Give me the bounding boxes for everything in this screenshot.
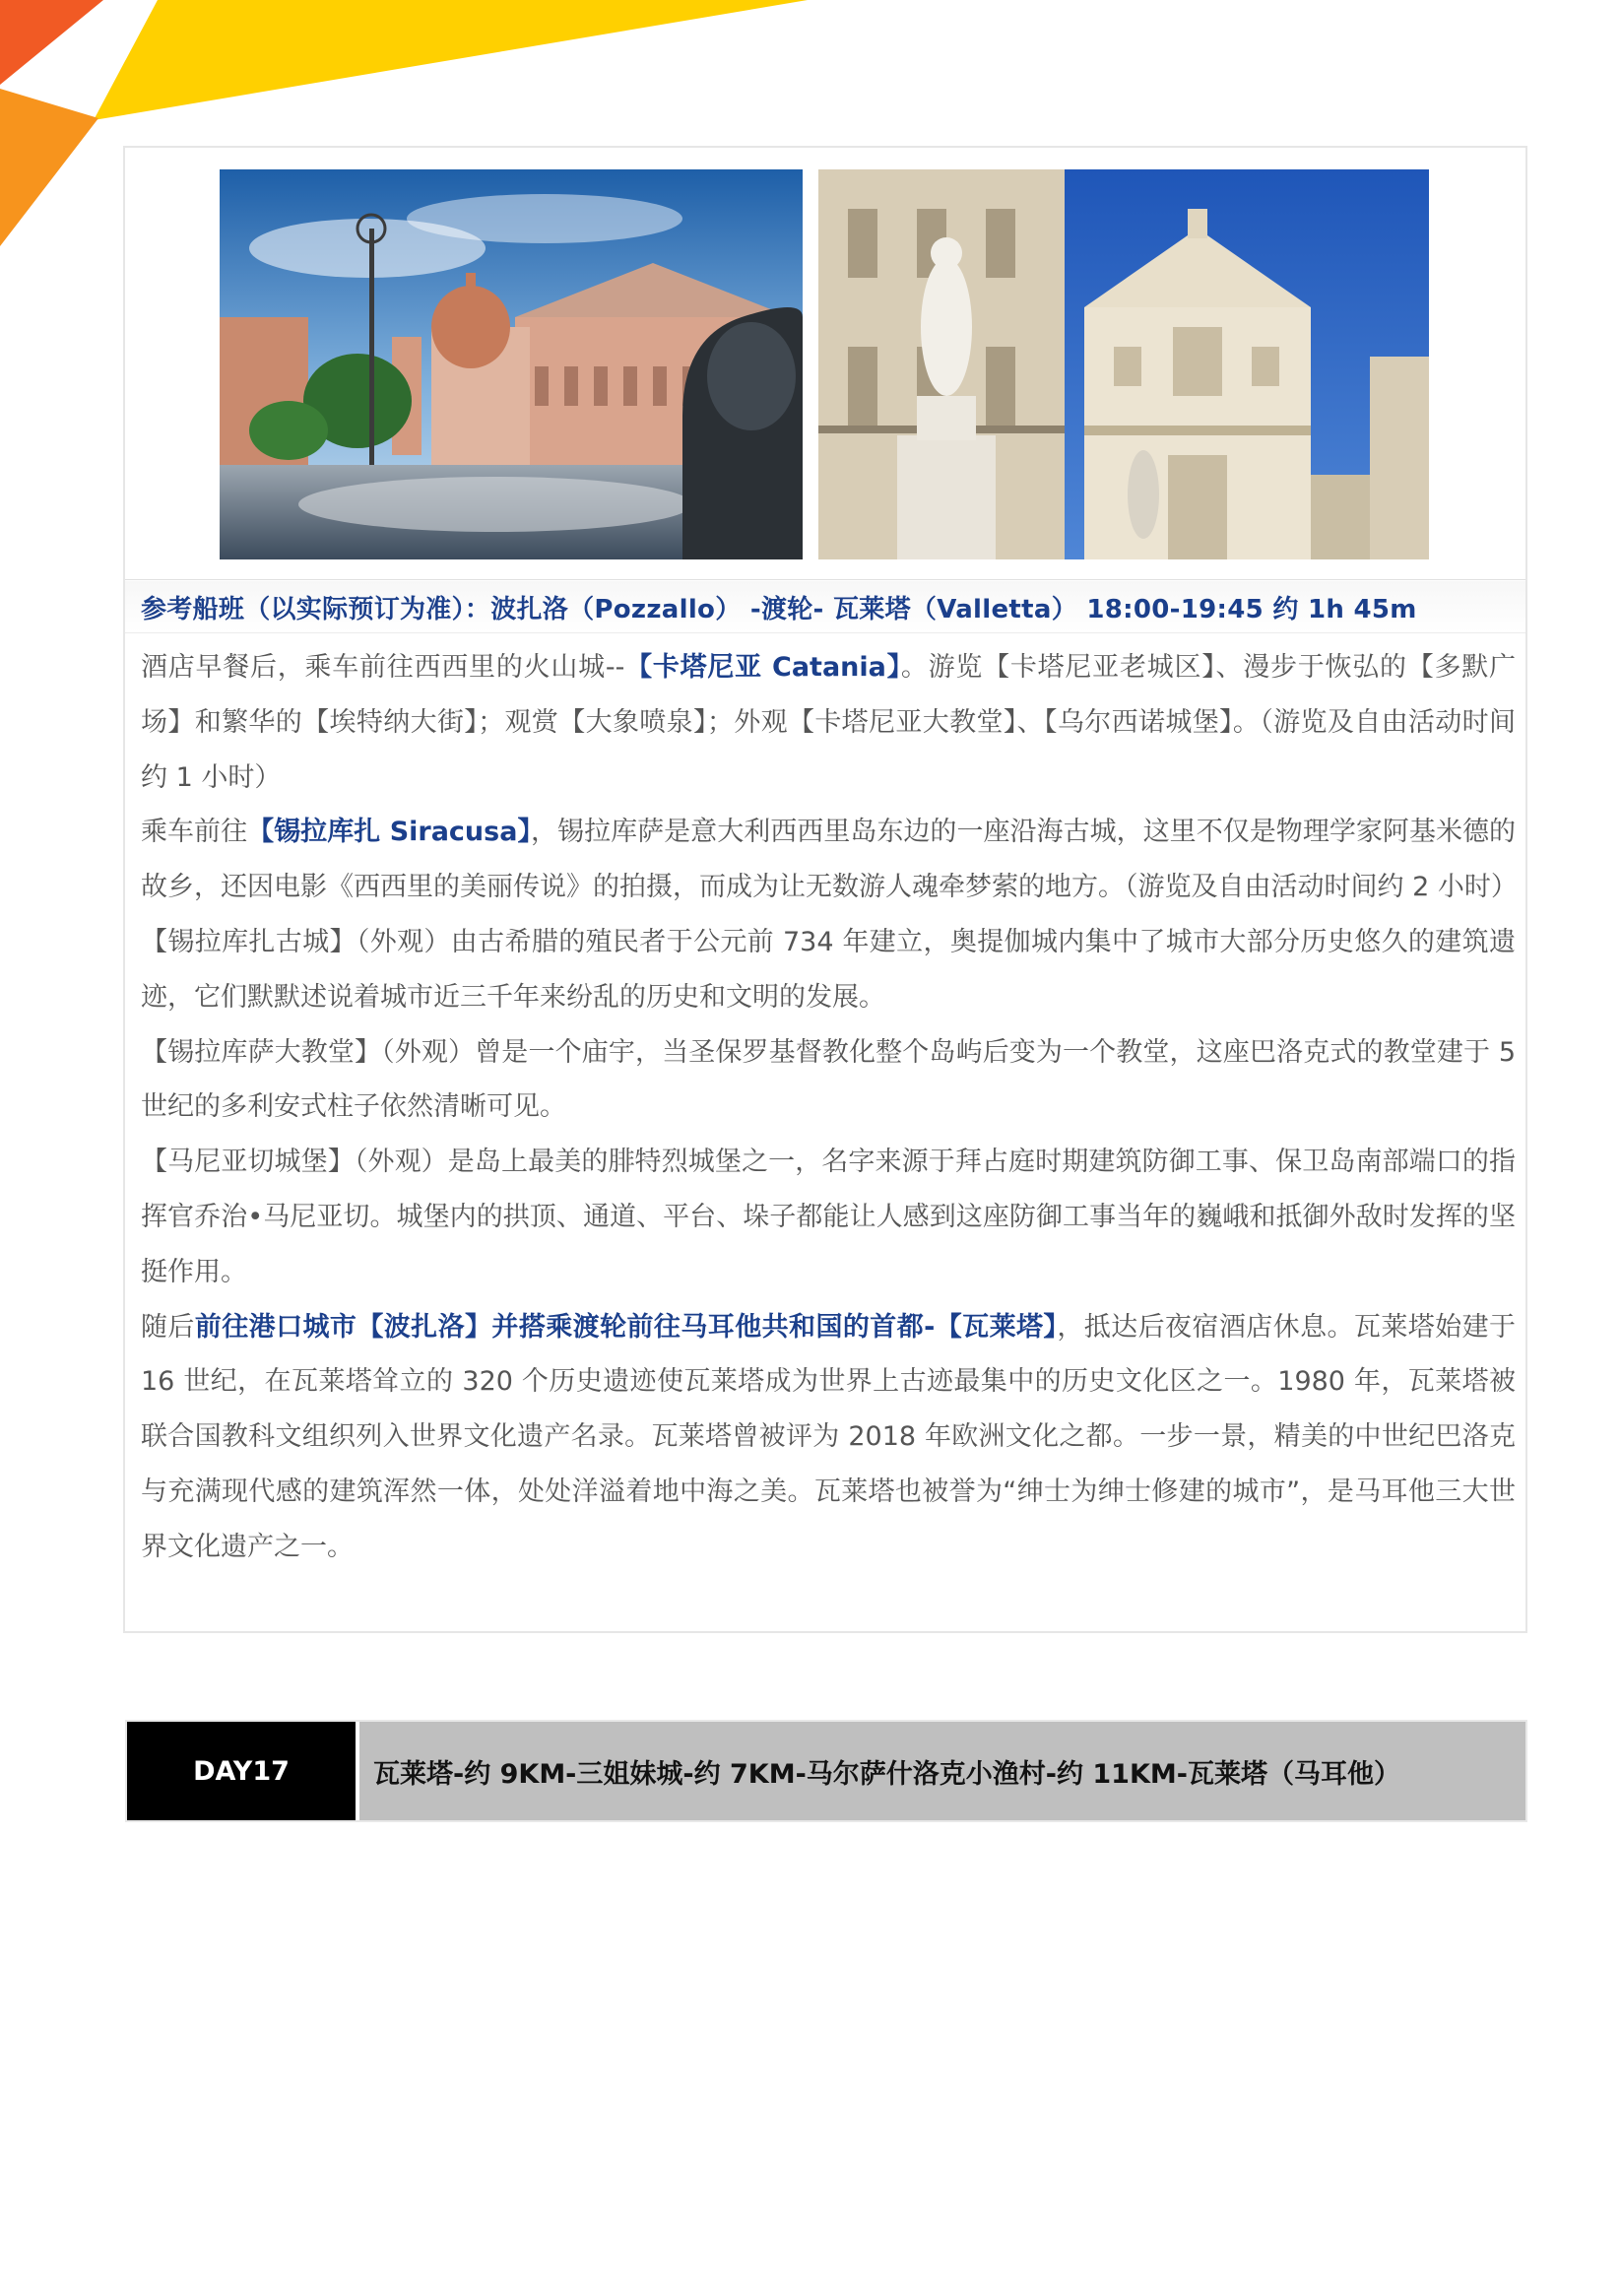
- highlighted-text: 【卡塔尼亚 Catania】: [624, 652, 901, 683]
- yellow-stripe: [94, 0, 808, 120]
- text-segment: 【马尼亚切城堡】（外观）是岛上最美的腓特烈城堡之一，名字来源于拜占庭时期建筑防御工事、保卫岛南部端口的指挥官乔治•马尼亚切。城堡内的拱顶、通道、平台、垛子都能让人感到这座防御工事当年的巍峨和抵御外敌时发挥的坚挺作用。: [141, 1147, 1516, 1287]
- text-segment: 酒店早餐后，乘车前往西西里的火山城--: [141, 652, 625, 683]
- text-segment: 【锡拉库扎古城】（外观）由古希腊的殖民者于公元前 734 年建立，奥提伽城内集中了城市大部分历史悠久的建筑遗迹，它们默默述说着城市近三千年来纷乱的历史和文明的发展。: [141, 926, 1516, 1013]
- itinerary-description: [141, 640, 1516, 1575]
- paragraph-maniace-castle: [141, 1135, 1516, 1299]
- ferry-schedule-bar: [125, 581, 1525, 633]
- day-label: DAY17: [127, 1722, 356, 1820]
- text-segment: 【锡拉库萨大教堂】（外观）曾是一个庙宇，当圣保罗基督教化整个岛屿后变为一个教堂，这座巴洛克式的教堂建于 5 世纪的多利安式柱子依然清晰可见。: [141, 1036, 1516, 1123]
- text-segment: 。游览【卡塔尼亚老城区】、漫步于恢弘的【多默广场】和繁华的【埃特纳大街】；观赏【大象喷泉】；外观【卡塔尼亚大教堂】、【乌尔西诺城堡】。（游览及自由活动时间约 1 小时）: [141, 652, 1516, 793]
- siracusa-cathedral-photo: [818, 169, 1429, 559]
- photo-strip: [220, 169, 1437, 559]
- itinerary-content-box: [123, 146, 1527, 1633]
- paragraph-siracusa-cathedral: [141, 1025, 1516, 1136]
- text-segment: ，抵达后夜宿酒店休息。瓦莱塔始建于 16 世纪，在瓦莱塔耸立的 320 个历史遗迹使瓦莱塔成为世界上古迹最集中的历史文化区之一。1980 年，瓦莱塔被联合国教科文组织列入世界文化遗产名录。瓦莱塔曾被评为 2018 年欧洲文化之都。一步一景，精美的中世纪巴洛克与充满现代感的建筑浑然一体，处处洋溢着地中海之美。瓦莱塔也被誉为“绅士为绅士修建的城市”，是马耳他三大世界文化遗产之一。: [141, 1311, 1517, 1562]
- divider: [125, 579, 1525, 580]
- highlighted-text: 前往港口城市【波扎洛】并搭乘渡轮前往马耳他共和国的首都-【瓦莱塔】: [194, 1311, 1058, 1343]
- text-segment: 随后: [141, 1311, 195, 1343]
- ferry-schedule-title: 参考船班（以实际预订为准）：波扎洛（Pozzallo） -渡轮- 瓦莱塔（Valletta） 18:00-19:45 约 1h 45m: [141, 594, 1417, 624]
- text-segment: 乘车前往: [141, 817, 248, 848]
- catania-cathedral-photo: [220, 169, 803, 559]
- paragraph-siracusa: [141, 805, 1516, 915]
- day-route: 瓦莱塔-约 9KM-三姐妹城-约 7KM-马尔萨什洛克小渔村-约 11KM-瓦莱塔（马耳他）: [356, 1722, 1525, 1820]
- day-header-bar: [125, 1720, 1527, 1822]
- paragraph-catania: [141, 640, 1516, 805]
- orange-triangle: [0, 89, 98, 246]
- highlighted-text: 【锡拉库扎 Siracusa】: [247, 817, 532, 848]
- text-segment: ，锡拉库萨是意大利西西里岛东边的一座沿海古城，这里不仅是物理学家阿基米德的故乡，还因电影《西西里的美丽传说》的拍摄，而成为让无数游人魂牵梦萦的地方。（游览及自由活动时间约 2 小时）: [141, 817, 1518, 903]
- paragraph-valletta: [141, 1300, 1516, 1575]
- paragraph-siracusa-old-town: [141, 915, 1516, 1025]
- red-orange-triangle: [0, 0, 103, 85]
